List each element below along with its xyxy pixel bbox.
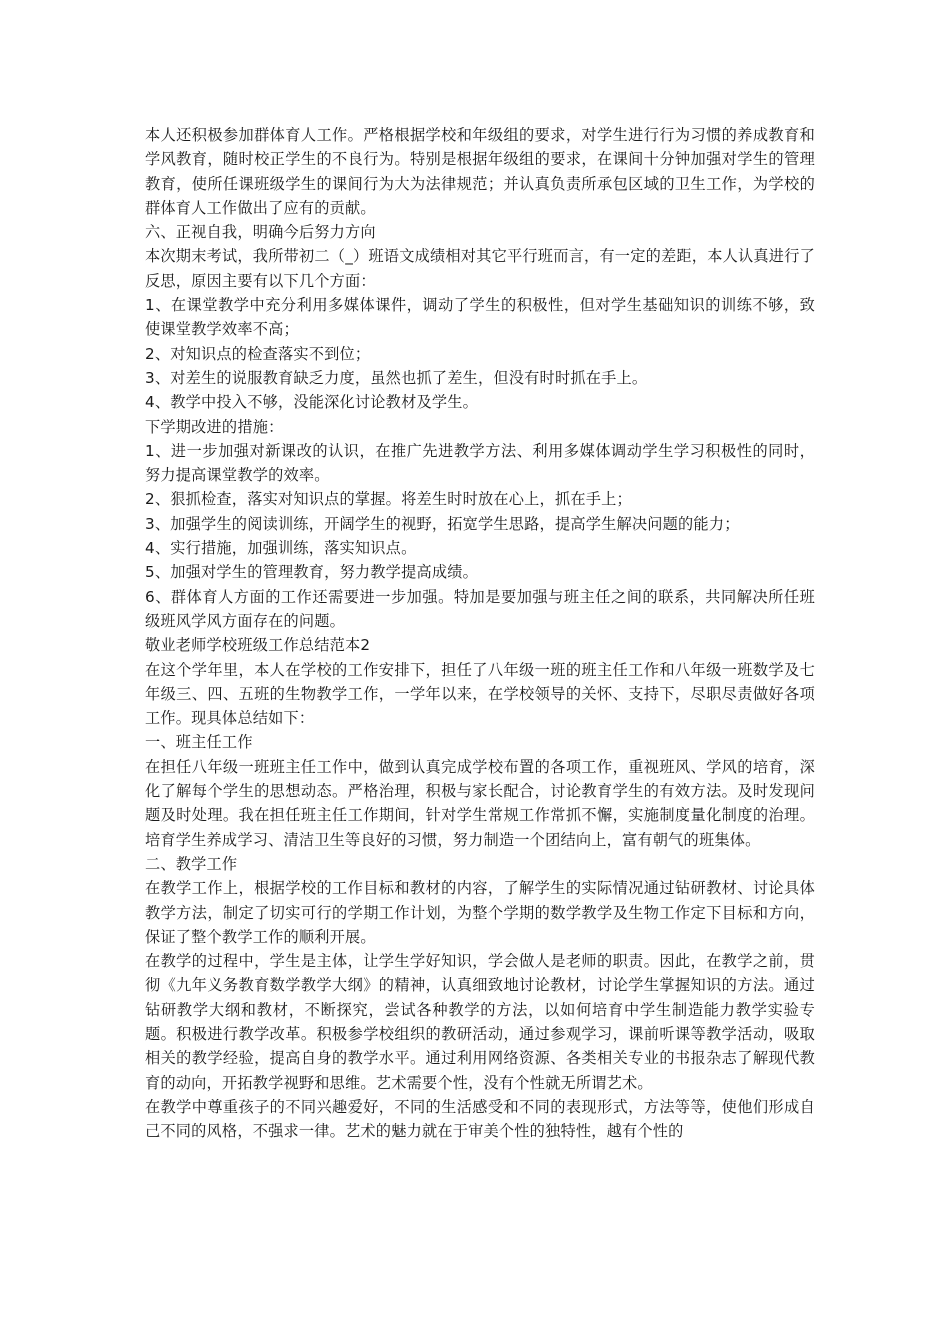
list-item: 5、加强对学生的管理教育，努力教学提高成绩。 xyxy=(145,563,479,582)
list-item: 4、教学中投入不够，没能深化讨论教材及学生。 xyxy=(145,393,479,412)
section-heading: 二、教学工作 xyxy=(145,854,238,873)
section-heading: 六、正视自我，明确今后努力方向 xyxy=(145,223,376,242)
list-item: 2、对知识点的检查落实不到位； xyxy=(145,344,371,363)
list-item: 1、进一步加强对新课改的认识，在推广先进教学方法、利用多媒体调动学生学习积极性的同时，努力提高课堂教学的效率。 xyxy=(145,441,815,485)
list-item: 4、实行措施，加强训练，落实知识点。 xyxy=(145,539,417,558)
paragraph: 在担任八年级一班班主任工作中，做到认真完成学校布置的各项工作，重视班风、学风的培育，深化了解每个学生的思想动态。严格治理，积极与家长配合，讨论教育学生的有效方法。及时发现问题及时处理。我在担任班主任工作期间，针对学生常规工作常抓不懈，实施制度量化制度的治理。培育学生养成学习、清洁卫生等良好的习惯，努力制造一个团结向上，富有朝气的班集体。 xyxy=(145,757,815,849)
paragraph: 本人还积极参加群体育人工作。严格根据学校和年级组的要求，对学生进行行为习惯的养成教育和学风教育，随时校正学生的不良行为。特别是根据年级组的要求，在课间十分钟加强对学生的管理教育，使所任课班级学生的课间行为大为法律规范；并认真负责所承包区域的卫生工作，为学校的群体育人工作做出了应有的贡献。 xyxy=(145,126,815,217)
paragraph: 在教学中尊重孩子的不同兴趣爱好，不同的生活感受和不同的表现形式，方法等等，使他们形成自己不同的风格，不强求一律。艺术的魅力就在于审美个性的独特性，越有个性的 xyxy=(145,1097,815,1141)
list-item: 2、狠抓检查，落实对知识点的掌握。将差生时时放在心上，抓在手上； xyxy=(145,490,632,509)
list-item: 3、加强学生的阅读训练，开阔学生的视野，拓宽学生思路，提高学生解决问题的能力； xyxy=(145,514,740,533)
document-body xyxy=(145,123,815,1143)
list-item: 6、群体育人方面的工作还需要进一步加强。特加是要加强与班主任之间的联系，共同解决所任班级班风学风方面存在的问题。 xyxy=(145,587,815,630)
paragraph: 本次期末考试，我所带初二（_）班语文成绩相对其它平行班而言，有一定的差距，本人认真进行了反思，原因主要有以下几个方面： xyxy=(145,247,815,290)
paragraph: 在教学的过程中，学生是主体，让学生学好知识，学会做人是老师的职责。因此，在教学之前，贯彻《九年义务教育数学教学大纲》的精神，认真细致地讨论教材，讨论学生掌握知识的方法。通过钻研教学大纲和教材，不断探究，尝试各种教学的方法，以如何培育中学生制造能力教学实验专题。积极进行教学改革。积极参学校组织的教研活动，通过参观学习，课前听课等教学活动，吸取相关的教学经验，提高自身的教学水平。通过利用网络资源、各类相关专业的书报杂志了解现代教育的动向，开拓教学视野和思维。艺术需要个性，没有个性就无所谓艺术。 xyxy=(145,952,815,1092)
paragraph: 在这个学年里，本人在学校的工作安排下，担任了八年级一班的班主任工作和八年级一班数学及七年级三、四、五班的生物教学工作，一学年以来，在学校领导的关怀、支持下，尽职尽责做好各项工作。现具体总结如下： xyxy=(145,660,815,728)
list-item: 1、在课堂教学中充分利用多媒体课件，调动了学生的积极性，但对学生基础知识的训练不够，致使课堂教学效率不高； xyxy=(145,296,815,339)
list-item: 3、对差生的说服教育缺乏力度，虽然也抓了差生，但没有时时抓在手上。 xyxy=(145,368,648,387)
subheading: 下学期改进的措施： xyxy=(145,417,284,436)
paragraph: 在教学工作上，根据学校的工作目标和教材的内容，了解学生的实际情况通过钻研教材、讨论具体教学方法，制定了切实可行的学期工作计划，为整个学期的数学教学及生物工作定下目标和方向，保证了整个教学工作的顺利开展。 xyxy=(145,879,815,946)
section-heading: 一、班主任工作 xyxy=(145,733,253,752)
document-title: 敬业老师学校班级工作总结范本2 xyxy=(145,636,371,655)
